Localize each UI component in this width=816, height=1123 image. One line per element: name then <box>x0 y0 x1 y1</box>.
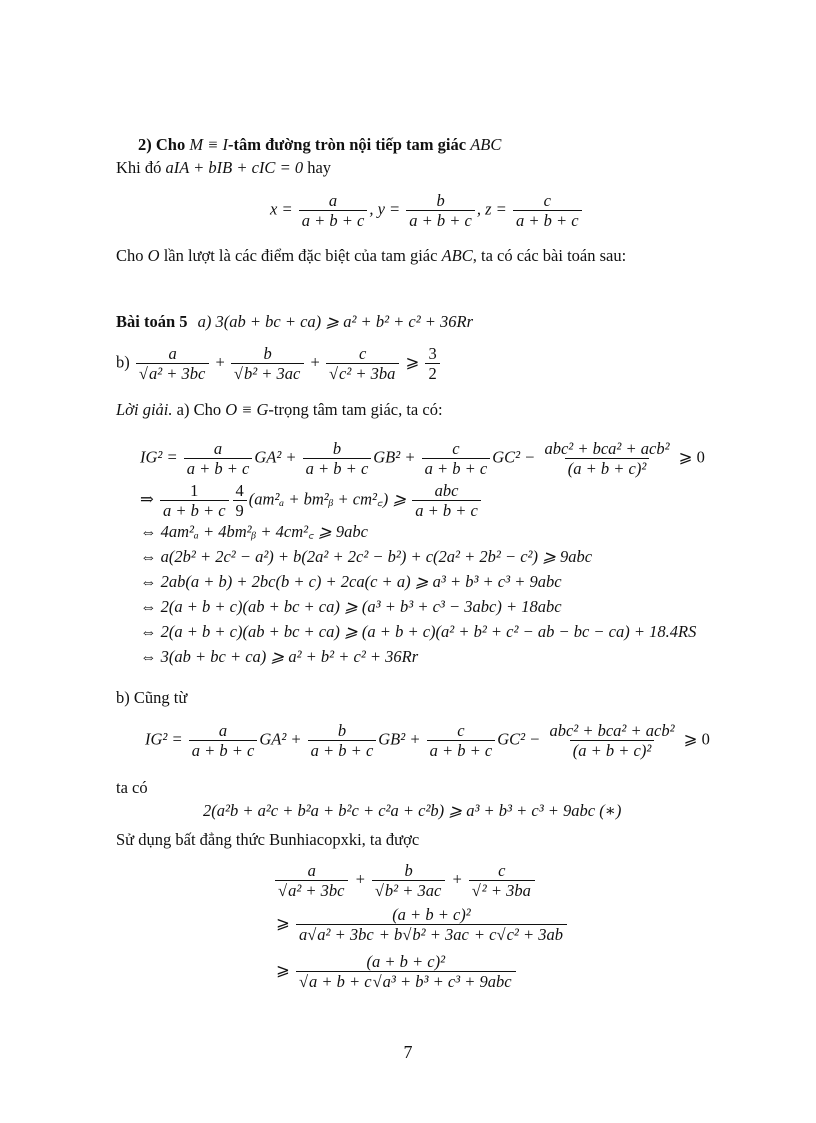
ig2-equation-repeat: IG² = $\frac{a}{a + b + c}$ GA² + $\frac{b}{a + b + c}$ GB² + $\frac{c}{a + b + c}$ GC² − $\frac{\text{abc² + bca² + acb²}}{\text{(a + b + c)²}}$ ⩾ 0 <box>145 721 710 760</box>
frac-three-halves <box>425 345 439 382</box>
part-b-text: b) Cũng từ <box>116 688 188 707</box>
part-b-label: b) <box>116 352 130 372</box>
ig2-rhs-den-repeat: (a + b + c)² <box>570 740 655 759</box>
frac-z-num: c <box>543 191 551 210</box>
gc2: GC² − <box>492 447 536 467</box>
den1-rad-c: c² + 3ab <box>506 925 563 944</box>
derivation-line-8: ⇔ 3(ab + bc + ca) ⩾ a² + b² + c² + 36Rr <box>140 647 419 666</box>
bunhia-text: Sử dụng bất đẳng thức Bunhiacopxki, ta được <box>116 830 420 849</box>
ig2-rhs-den: (a + b + c)² <box>565 458 650 477</box>
l2-den3: a + b + c <box>412 500 481 519</box>
frac-y <box>406 192 475 229</box>
rad-b1: a² + 3bc <box>148 364 206 383</box>
den2-rad1: a + b + c <box>309 972 372 991</box>
final-geq-1: ⩾ <box>276 913 290 933</box>
gc2-repeat: GC² − <box>497 729 541 749</box>
frac-3-num: 3 <box>428 344 437 363</box>
frac-x <box>299 192 368 229</box>
star-inequality: 2(a²b + a²c + b²a + b²c + c²a + c²b) ⩾ a³ + b³ + c³ + 9abc (∗) <box>203 801 622 820</box>
intro-hay: hay <box>307 158 332 177</box>
frac-x-den: a + b + c <box>299 210 368 229</box>
rad-b3: c² + 3ba <box>339 364 396 383</box>
problem-title-line <box>116 312 473 332</box>
gb2: GB² + <box>373 447 416 467</box>
derivation-line-3: ⇔ 4am²ₐ + 4bm²ᵦ + 4cm²꜀ ⩾ 9abc <box>140 522 368 541</box>
solution-line <box>116 400 443 420</box>
final-rad-b: b² + 3ac <box>384 881 442 900</box>
cho-o-mid: lần lượt là các điểm đặc biệt của tam giác <box>163 246 438 265</box>
l2-num1: 1 <box>190 481 199 500</box>
cho-o-math: O <box>147 246 160 265</box>
den1-b: + b <box>378 925 403 944</box>
problem-part-a: a) 3(ab + bc + ca) ⩾ a² + b² + c² + 36Rr <box>197 312 474 331</box>
page-number: 7 <box>403 1042 413 1062</box>
heading-triangle: ABC <box>470 135 502 154</box>
ta-co-text: ta có <box>116 778 148 797</box>
gb2-repeat: GB² + <box>378 729 421 749</box>
cho-o-abc: ABC <box>441 246 473 265</box>
cho-o-post: , ta có các bài toán sau: <box>472 246 627 265</box>
xyz-formula <box>270 192 584 229</box>
final-rad-c: ² + 3ba <box>481 881 531 900</box>
ig2-geq0: ⩾ 0 <box>678 447 705 467</box>
final-num2: (a + b + c)² <box>366 952 446 971</box>
final-bound-1: ⩾ $\frac{\text{(a + b + c)²}}{\text{a√a² + 3bc + b√b² + 3ac + c√c² + 3ab}}$ <box>276 906 569 943</box>
ig2-equation: IG² = $\frac{a}{a + b + c}$ GA² + $\frac{b}{a + b + c}$ GB² + $\frac{c}{a + b + c}$ GC² − $\frac{\text{abc² + bca² + acb²}}{\text{(a + b + c)²}}$ ⩾ 0 <box>140 439 705 478</box>
den1-a: a <box>298 925 308 944</box>
frac-x-num: a <box>328 191 338 210</box>
frac-y-den: a + b + c <box>406 210 475 229</box>
final-num1: (a + b + c)² <box>392 905 471 924</box>
ig2-geq0-repeat: ⩾ 0 <box>683 729 710 749</box>
rad-b2: b² + 3ac <box>243 364 301 383</box>
derivation-line-6: ⇔ 2(a + b + c)(ab + bc + ca) ⩾ (a³ + b³ + c³ − 3abc) + 18abc <box>140 597 562 616</box>
ga2-repeat: GA² + <box>259 729 302 749</box>
frac-b3: $\frac{c}{\text{√c² + 3ba}}$ <box>326 345 399 382</box>
solution-text: a) Cho <box>176 400 222 419</box>
derivation-line-4: ⇔ a(2b² + 2c² − a²) + b(2a² + 2c² − b²) + c(2a² + 2b² − c²) ⩾ 9abc <box>140 547 593 566</box>
l2-num2: 4 <box>235 481 244 500</box>
den1-rad-b: b² + 3ac <box>412 925 469 944</box>
frac-b1: $\frac{a}{\text{√a² + 3bc}}$ <box>136 345 209 382</box>
final-bound-2: ⩾ $\frac{\text{(a + b + c)²}}{\text{√a + b + c√a³ + b³ + c³ + 9abc}}$ <box>276 953 518 990</box>
problem-part-b: b) $\frac{a}{\text{√a² + 3bc}}$ + $\frac{b}{\text{√b² + 3ac}}$ + $\frac{c}{\text{√c² + 3ba}}$ ⩾ $\frac{3}{2}$ <box>116 345 442 382</box>
heading-text: -tâm đường tròn nội tiếp tam giác <box>227 135 467 154</box>
ig2-lhs-repeat: IG² = <box>145 729 183 749</box>
frac-z <box>513 192 582 229</box>
derivation-line-2: ⇒ $\frac{1}{a + b + c}$ $\frac{4}{9}$ (am²ₐ + bm²ᵦ + cm²꜀) ⩾ $\frac{\text{abc}}{a + b + c}$ <box>140 482 483 519</box>
frac-z-den: a + b + c <box>513 210 582 229</box>
x-eq: x = <box>270 199 293 219</box>
frac-y-num: b <box>436 191 445 210</box>
l2-den1: a + b + c <box>160 500 229 519</box>
z-eq: , z = <box>476 199 507 219</box>
final-geq-2: ⩾ <box>276 960 290 980</box>
heading-math: M ≡ I <box>189 135 228 154</box>
ig2-rhs-num: abc² + bca² + acb² <box>544 439 670 458</box>
frac-2-den: 2 <box>425 363 439 382</box>
den1-rad-a: a² + 3bc <box>317 925 374 944</box>
ga2: GA² + <box>254 447 297 467</box>
l2-den2: 9 <box>233 500 247 519</box>
intro-line <box>116 158 331 178</box>
section-heading <box>138 135 501 155</box>
final-sum-line: $\frac{a}{\text{√a² + 3bc}}$ + $\frac{b}{\text{√b² + 3ac}}$ + $\frac{c}{\text{√² + 3ba}}$ <box>273 862 537 899</box>
cho-o-line <box>116 246 626 266</box>
frac-b2: $\frac{b}{\text{√b² + 3ac}}$ <box>231 345 304 382</box>
solution-after: -trọng tâm tam giác, ta có: <box>268 400 443 419</box>
ig2-rhs-num-repeat: abc² + bca² + acb² <box>549 721 675 740</box>
vector-equation: aIA + bIB + cIC = 0 <box>165 158 304 177</box>
y-eq: , y = <box>369 199 401 219</box>
den2-rad2: a³ + b³ + c³ + 9abc <box>382 972 512 991</box>
problem-title: Bài toán 5 <box>116 312 188 331</box>
solution-label: Lời giải. <box>116 400 173 419</box>
den1-c: + c <box>473 925 497 944</box>
derivation-line-7: ⇔ 2(a + b + c)(ab + bc + ca) ⩾ (a + b + c)(a² + b² + c² − ab − bc − ca) + 18.4RS <box>140 622 697 641</box>
final-rad-a: a² + 3bc <box>288 881 345 900</box>
intro-when: Khi đó <box>116 158 162 177</box>
l2-num3: abc <box>434 481 459 500</box>
derivation-line-5: ⇔ 2ab(a + b) + 2bc(b + c) + 2ca(c + a) ⩾ a³ + b³ + c³ + 9abc <box>140 572 562 591</box>
heading-label: 2) Cho <box>138 135 186 154</box>
ig2-lhs: IG² = <box>140 447 178 467</box>
solution-math: O ≡ G <box>225 400 269 419</box>
cho-o-pre: Cho <box>116 246 144 265</box>
l2-mid: (am²ₐ + bm²ᵦ + cm²꜀) ⩾ <box>248 489 407 509</box>
